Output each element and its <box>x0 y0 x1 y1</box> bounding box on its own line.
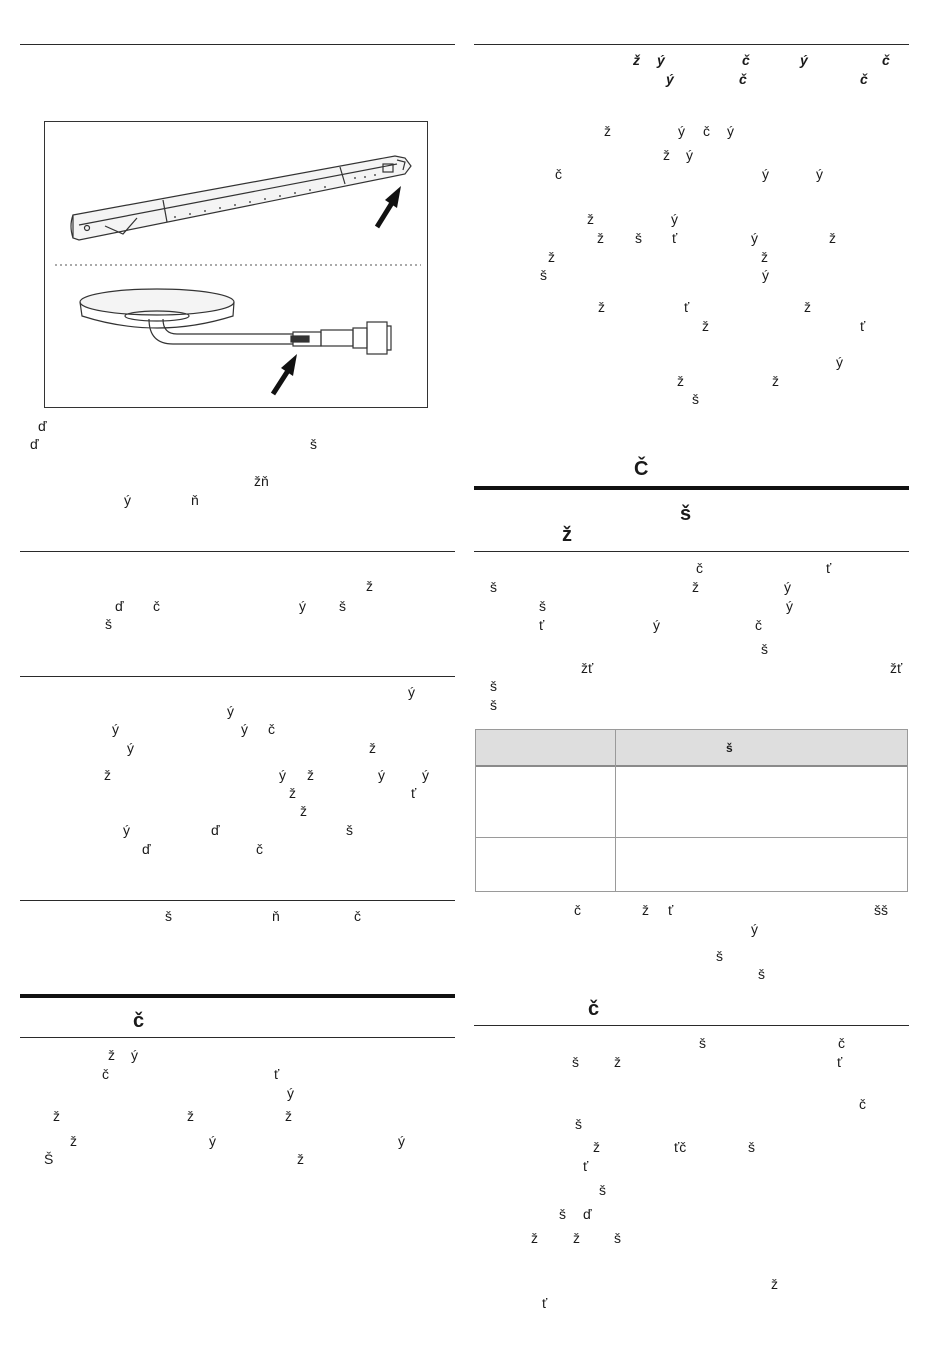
glyph: š <box>539 598 546 614</box>
glyph: ž <box>587 211 594 227</box>
glyph: ý <box>762 267 769 283</box>
glyph: ž <box>772 373 779 389</box>
glyph: č <box>742 52 750 68</box>
glyph: ý <box>653 617 660 633</box>
glyph: žť <box>890 660 903 676</box>
glyph: ž <box>187 1108 194 1124</box>
rule-heading-right <box>474 486 909 490</box>
glyph: ž <box>70 1133 77 1149</box>
glyph: ťč <box>674 1139 687 1155</box>
glyph: ž <box>642 902 649 918</box>
glyph: ž <box>531 1230 538 1246</box>
glyph: ň <box>191 492 199 508</box>
section-heading: č <box>588 998 600 1020</box>
glyph: ý <box>657 52 665 68</box>
glyph: č <box>574 902 581 918</box>
rule-heading-3-under <box>474 1025 909 1026</box>
glyph: ý <box>408 684 415 700</box>
glyph: Š <box>44 1151 54 1167</box>
table-header-cell: š <box>726 741 733 755</box>
glyph: ý <box>227 703 234 719</box>
glyph: š <box>346 822 353 838</box>
glyph: ž <box>297 1151 304 1167</box>
glyph: š <box>761 641 768 657</box>
glyph: ť <box>672 230 678 246</box>
glyph: ž <box>108 1047 115 1063</box>
glyph: š <box>699 1035 706 1051</box>
glyph: ý <box>762 166 769 182</box>
glyph: ť <box>826 560 832 576</box>
glyph: ý <box>727 123 734 139</box>
section-heading: ž <box>562 524 572 546</box>
glyph: ť <box>837 1054 843 1070</box>
glyph: š <box>559 1206 566 1222</box>
glyph: ž <box>604 123 611 139</box>
glyph: š <box>575 1116 582 1132</box>
glyph: ž <box>366 578 373 594</box>
glyph: š <box>758 966 765 982</box>
glyph: ý <box>398 1133 405 1149</box>
glyph: č <box>739 71 747 87</box>
glyph: š <box>105 616 112 632</box>
rule-top-right <box>474 44 909 45</box>
glyph: ť <box>668 902 674 918</box>
glyph: žň <box>254 473 269 489</box>
glyph: š <box>165 908 172 924</box>
glyph: ý <box>287 1085 294 1101</box>
glyph: žť <box>581 660 594 676</box>
glyph: č <box>102 1066 109 1082</box>
table-header-row <box>476 730 907 767</box>
glyph: ý <box>816 166 823 182</box>
glyph: ď <box>115 598 124 614</box>
glyph: ň <box>272 908 280 924</box>
rule-section-a <box>20 551 455 552</box>
glyph: ť <box>860 318 866 334</box>
glyph: ý <box>127 740 134 756</box>
glyph: ž <box>804 299 811 315</box>
glyph: ť <box>274 1066 280 1082</box>
arrow-icon <box>377 186 401 227</box>
glyph: ý <box>299 598 306 614</box>
glyph: ž <box>633 52 640 68</box>
glyph: ž <box>573 1230 580 1246</box>
glyph: ý <box>784 579 791 595</box>
burner-drawing <box>45 122 429 409</box>
glyph: č <box>860 71 868 87</box>
glyph: š <box>310 436 317 452</box>
rule-heading-left-under <box>20 1037 455 1038</box>
glyph: ž <box>53 1108 60 1124</box>
glyph: š <box>490 678 497 694</box>
glyph: ý <box>279 767 286 783</box>
glyph: ý <box>124 492 131 508</box>
glyph: ý <box>751 921 758 937</box>
table-column-divider <box>615 730 616 891</box>
glyph: ž <box>369 740 376 756</box>
glyph: š <box>572 1054 579 1070</box>
glyph: š <box>692 391 699 407</box>
glyph: ž <box>771 1276 778 1292</box>
glyph: ž <box>548 249 555 265</box>
glyph: ý <box>678 123 685 139</box>
glyph: š <box>748 1139 755 1155</box>
rule-section-b <box>20 676 455 677</box>
glyph: ď <box>583 1206 592 1222</box>
glyph: ť <box>583 1158 589 1174</box>
glyph: ť <box>684 299 690 315</box>
data-table <box>475 729 908 892</box>
glyph: č <box>838 1035 845 1051</box>
glyph: š <box>716 948 723 964</box>
glyph: š <box>540 267 547 283</box>
burner-illustration <box>44 121 428 408</box>
glyph: ý <box>241 721 248 737</box>
glyph: č <box>755 617 762 633</box>
glyph: ž <box>702 318 709 334</box>
glyph: š <box>635 230 642 246</box>
glyph: ý <box>131 1047 138 1063</box>
glyph: ť <box>539 617 545 633</box>
glyph: ý <box>112 721 119 737</box>
glyph: ž <box>761 249 768 265</box>
glyph: ž <box>104 767 111 783</box>
glyph: š <box>339 598 346 614</box>
glyph: ď <box>38 418 47 434</box>
glyph: č <box>268 721 275 737</box>
glyph: ý <box>686 147 693 163</box>
rule-heading-right-under <box>474 551 909 552</box>
section-heading: š <box>680 503 692 525</box>
burner-tube <box>71 156 411 240</box>
glyph: š <box>599 1182 606 1198</box>
glyph: ž <box>307 767 314 783</box>
glyph: ý <box>836 354 843 370</box>
glyph: č <box>882 52 890 68</box>
round-burner <box>80 289 391 354</box>
glyph: ž <box>285 1108 292 1124</box>
glyph: ý <box>800 52 808 68</box>
rule-top-left <box>20 44 455 45</box>
glyph: č <box>256 841 263 857</box>
glyph: ť <box>411 785 417 801</box>
glyph: ý <box>209 1133 216 1149</box>
glyph: ž <box>289 785 296 801</box>
glyph: ý <box>666 71 674 87</box>
rule-heading-left <box>20 994 455 998</box>
glyph: ž <box>692 579 699 595</box>
glyph: ý <box>422 767 429 783</box>
glyph: ť <box>542 1295 548 1311</box>
glyph: ž <box>597 230 604 246</box>
glyph: č <box>555 166 562 182</box>
rule-section-c <box>20 900 455 901</box>
glyph: ď <box>142 841 151 857</box>
glyph: ž <box>614 1054 621 1070</box>
glyph: č <box>703 123 710 139</box>
glyph: ž <box>829 230 836 246</box>
glyph: š <box>614 1230 621 1246</box>
glyph: ď <box>211 822 220 838</box>
glyph: ý <box>378 767 385 783</box>
glyph: ž <box>300 803 307 819</box>
section-heading: Č <box>634 458 649 480</box>
glyph: ž <box>677 373 684 389</box>
glyph: ď <box>30 436 39 452</box>
glyph: šš <box>874 902 888 918</box>
glyph: ý <box>671 211 678 227</box>
glyph: č <box>153 598 160 614</box>
glyph: č <box>354 908 361 924</box>
glyph: ž <box>598 299 605 315</box>
arrow-icon <box>273 354 297 394</box>
glyph: ý <box>123 822 130 838</box>
glyph: š <box>490 579 497 595</box>
glyph: ž <box>593 1139 600 1155</box>
glyph: č <box>859 1096 866 1112</box>
glyph: č <box>696 560 703 576</box>
section-heading: č <box>133 1010 145 1032</box>
glyph: ý <box>786 598 793 614</box>
glyph: ý <box>751 230 758 246</box>
table-row-divider <box>476 837 907 838</box>
glyph: ž <box>663 147 670 163</box>
glyph: š <box>490 697 497 713</box>
